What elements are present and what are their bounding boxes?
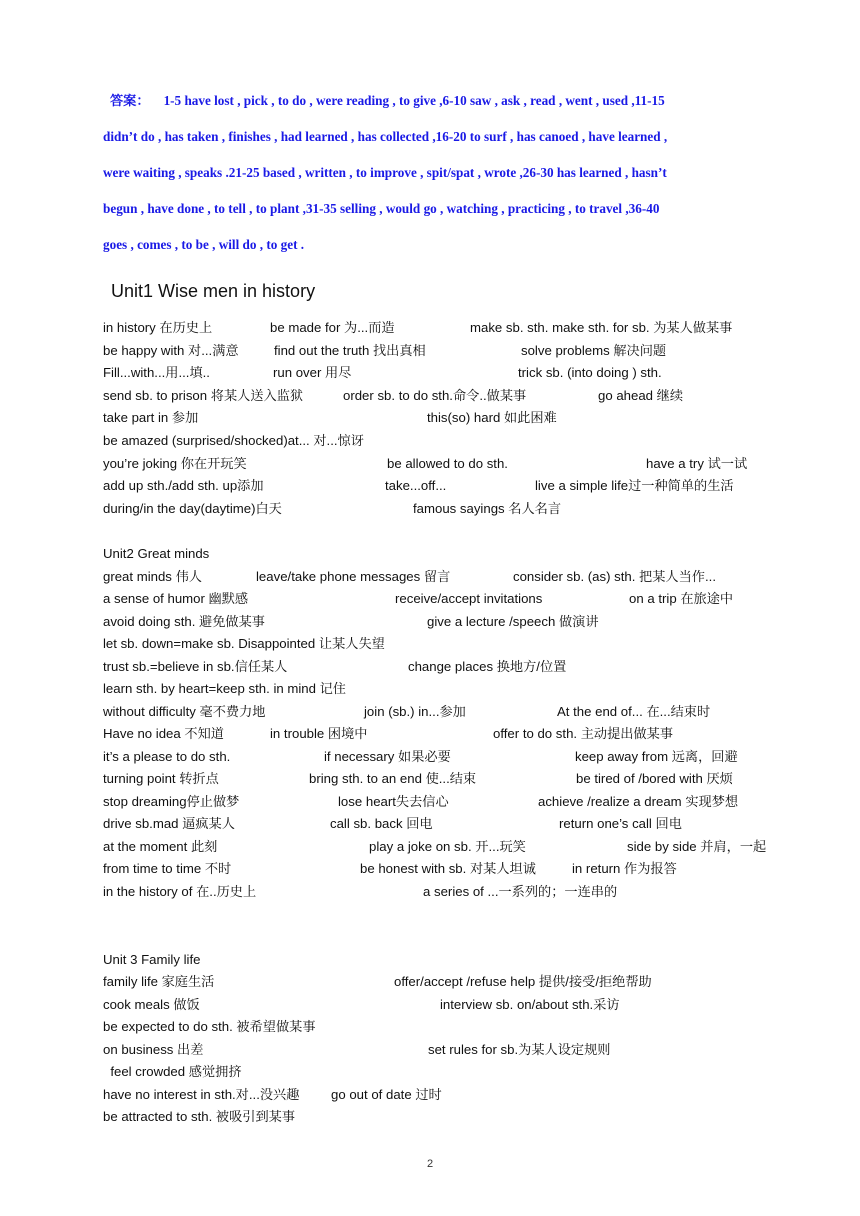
- answer-line: 答案： 1-5 have lost , pick , to do , were reading , to give ,6-10 saw , ask , read , went , used ,11-15: [110, 93, 665, 108]
- phrase: go ahead 继续: [598, 388, 684, 403]
- phrase: run over 用尽: [273, 365, 352, 380]
- phrase-row: [103, 633, 803, 655]
- unit2-title: Unit2 Great minds: [103, 546, 210, 561]
- phrase: have no interest in sth.对...没兴趣: [103, 1087, 300, 1102]
- phrase-row: [103, 949, 803, 971]
- phrase: be tired of /bored with 厌烦: [576, 771, 733, 786]
- answer-line: didn’t do , has taken , finishes , had learned , has collected ,16-20 to surf , has canoed , have learned ,: [103, 129, 668, 144]
- phrase: learn sth. by heart=keep sth. in mind 记住: [103, 681, 346, 696]
- phrase: consider sb. (as) sth. 把某人当作...: [513, 569, 716, 584]
- phrase-row: [103, 836, 803, 858]
- phrase: on business 出差: [103, 1042, 204, 1057]
- phrase: you’re joking 你在开玩笑: [103, 456, 247, 471]
- phrase: in history 在历史上: [103, 320, 213, 335]
- phrase: drive sb.mad 逼疯某人: [103, 816, 235, 831]
- phrase: great minds 伟人: [103, 569, 202, 584]
- phrase: change places 换地方/位置: [408, 659, 567, 674]
- phrase-row: [103, 362, 803, 384]
- phrase: send sb. to prison 将某人送入监狱: [103, 388, 304, 403]
- phrase: if necessary 如果必要: [324, 749, 451, 764]
- phrase: during/in the day(daytime)白天: [103, 501, 282, 516]
- phrase: turning point 转折点: [103, 771, 219, 786]
- phrase: without difficulty 毫不费力地: [103, 704, 266, 719]
- phrase-row: [103, 498, 803, 520]
- phrase: side by side 并肩，一起: [627, 839, 767, 854]
- phrase: solve problems 解决问题: [521, 343, 667, 358]
- phrase-row: [103, 1084, 803, 1106]
- phrase: order sb. to do sth.命令..做某事: [343, 388, 527, 403]
- answer-line: begun , have done , to tell , to plant ,31-35 selling , would go , watching , practicing , to travel ,36-40: [103, 201, 660, 216]
- phrase: trick sb. (into doing ) sth.: [518, 365, 662, 380]
- phrase-row: [103, 768, 803, 790]
- phrase: receive/accept invitations: [395, 591, 543, 606]
- phrase: return one’s call 回电: [559, 816, 682, 831]
- phrase-row: [103, 1061, 803, 1083]
- phrase: in trouble 困境中: [270, 726, 368, 741]
- phrase: add up sth./add sth. up添加: [103, 478, 264, 493]
- phrase: be amazed (surprised/shocked)at... 对...惊讶: [103, 433, 364, 448]
- phrase: Fill...with...用...填..: [103, 365, 210, 380]
- phrase-row: [103, 453, 803, 475]
- phrase-row: [103, 791, 803, 813]
- phrase: join (sb.) in...参加: [364, 704, 466, 719]
- unit1-title: Unit1 Wise men in history: [111, 281, 316, 301]
- phrase-row: [103, 971, 803, 993]
- phrase-row: [103, 407, 803, 429]
- phrase: have a try 试一试: [646, 456, 748, 471]
- answer-label: 答案：: [110, 93, 150, 108]
- phrase-row: [103, 813, 803, 835]
- phrase: set rules for sb.为某人设定规则: [428, 1042, 611, 1057]
- phrase: from time to time 不时: [103, 861, 232, 876]
- phrase: offer/accept /refuse help 提供/接受/拒绝帮助: [394, 974, 652, 989]
- phrase-row: [103, 723, 803, 745]
- phrase: it’s a please to do sth.: [103, 749, 231, 764]
- phrase: live a simple life过一种简单的生活: [535, 478, 734, 493]
- phrase: be made for 为...而造: [270, 320, 395, 335]
- phrase: cook meals 做饭: [103, 997, 200, 1012]
- phrase: offer to do sth. 主动提出做某事: [493, 726, 674, 741]
- answer-key: [103, 83, 763, 263]
- phrase: give a lecture /speech 做演讲: [427, 614, 599, 629]
- phrase: family life 家庭生活: [103, 974, 215, 989]
- phrase: take...off...: [385, 478, 447, 493]
- phrase: bring sth. to an end 使...结束: [309, 771, 477, 786]
- phrase-row: [103, 385, 803, 407]
- phrase-row: [103, 656, 803, 678]
- phrase: call sb. back 回电: [330, 816, 433, 831]
- unit3-title: Unit 3 Family life: [103, 952, 201, 967]
- phrase-row: [103, 430, 803, 452]
- phrase-row: [103, 881, 803, 903]
- phrase-row: [103, 543, 803, 565]
- phrase-row: [103, 566, 803, 588]
- phrase-row: [103, 678, 803, 700]
- phrase: go out of date 过时: [331, 1087, 442, 1102]
- phrase: lose heart失去信心: [338, 794, 449, 809]
- phrase: take part in 参加: [103, 410, 199, 425]
- phrase: make sb. sth. make sth. for sb. 为某人做某事: [470, 320, 733, 335]
- phrase-row: [103, 858, 803, 880]
- phrase: this(so) hard 如此困难: [427, 410, 557, 425]
- phrase: at the moment 此刻: [103, 839, 218, 854]
- phrase: let sb. down=make sb. Disappointed 让某人失望: [103, 636, 385, 651]
- phrase: Have no idea 不知道: [103, 726, 224, 741]
- answer-line: goes , comes , to be , will do , to get .: [103, 237, 305, 252]
- phrase: be happy with 对...满意: [103, 343, 239, 358]
- phrase: stop dreaming停止做梦: [103, 794, 240, 809]
- page-number: 2: [426, 1158, 434, 1170]
- phrase: interview sb. on/about sth.采访: [440, 997, 620, 1012]
- phrase: in return 作为报答: [572, 861, 677, 876]
- phrase: be expected to do sth. 被希望做某事: [103, 1019, 316, 1034]
- phrase: be attracted to sth. 被吸引到某事: [103, 1109, 296, 1124]
- phrase: leave/take phone messages 留言: [256, 569, 451, 584]
- phrase: in the history of 在..历史上: [103, 884, 257, 899]
- phrase: keep away from 远离，回避: [575, 749, 738, 764]
- phrase: play a joke on sb. 开...玩笑: [369, 839, 526, 854]
- phrase: find out the truth 找出真相: [274, 343, 426, 358]
- phrase-row: [103, 1106, 803, 1128]
- phrase: on a trip 在旅途中: [629, 591, 734, 606]
- phrase-row: [103, 1039, 803, 1061]
- phrase: trust sb.=believe in sb.信任某人: [103, 659, 288, 674]
- phrase-row: [103, 994, 803, 1016]
- phrase: feel crowded 感觉拥挤: [103, 1064, 242, 1079]
- phrase: a series of ...一系列的；一连串的: [423, 884, 618, 899]
- phrase-row: [103, 588, 803, 610]
- phrase: avoid doing sth. 避免做某事: [103, 614, 265, 629]
- phrase-row: [103, 611, 803, 633]
- phrase-row: [103, 746, 803, 768]
- phrase-row: [103, 701, 803, 723]
- phrase-row: [103, 340, 803, 362]
- phrase: be honest with sb. 对某人坦诚: [360, 861, 536, 876]
- answer-line: were waiting , speaks .21-25 based , written , to improve , spit/spat , wrote ,26-30 has learned , hasn’t: [103, 165, 667, 180]
- phrase: At the end of... 在...结束时: [557, 704, 711, 719]
- phrase: a sense of humor 幽默感: [103, 591, 249, 606]
- phrase: famous sayings 名人名言: [413, 501, 562, 516]
- phrase: achieve /realize a dream 实现梦想: [538, 794, 739, 809]
- phrase-row: [103, 1016, 803, 1038]
- phrase-row: [103, 317, 803, 339]
- phrase: be allowed to do sth.: [387, 456, 508, 471]
- phrase-row: [103, 475, 803, 497]
